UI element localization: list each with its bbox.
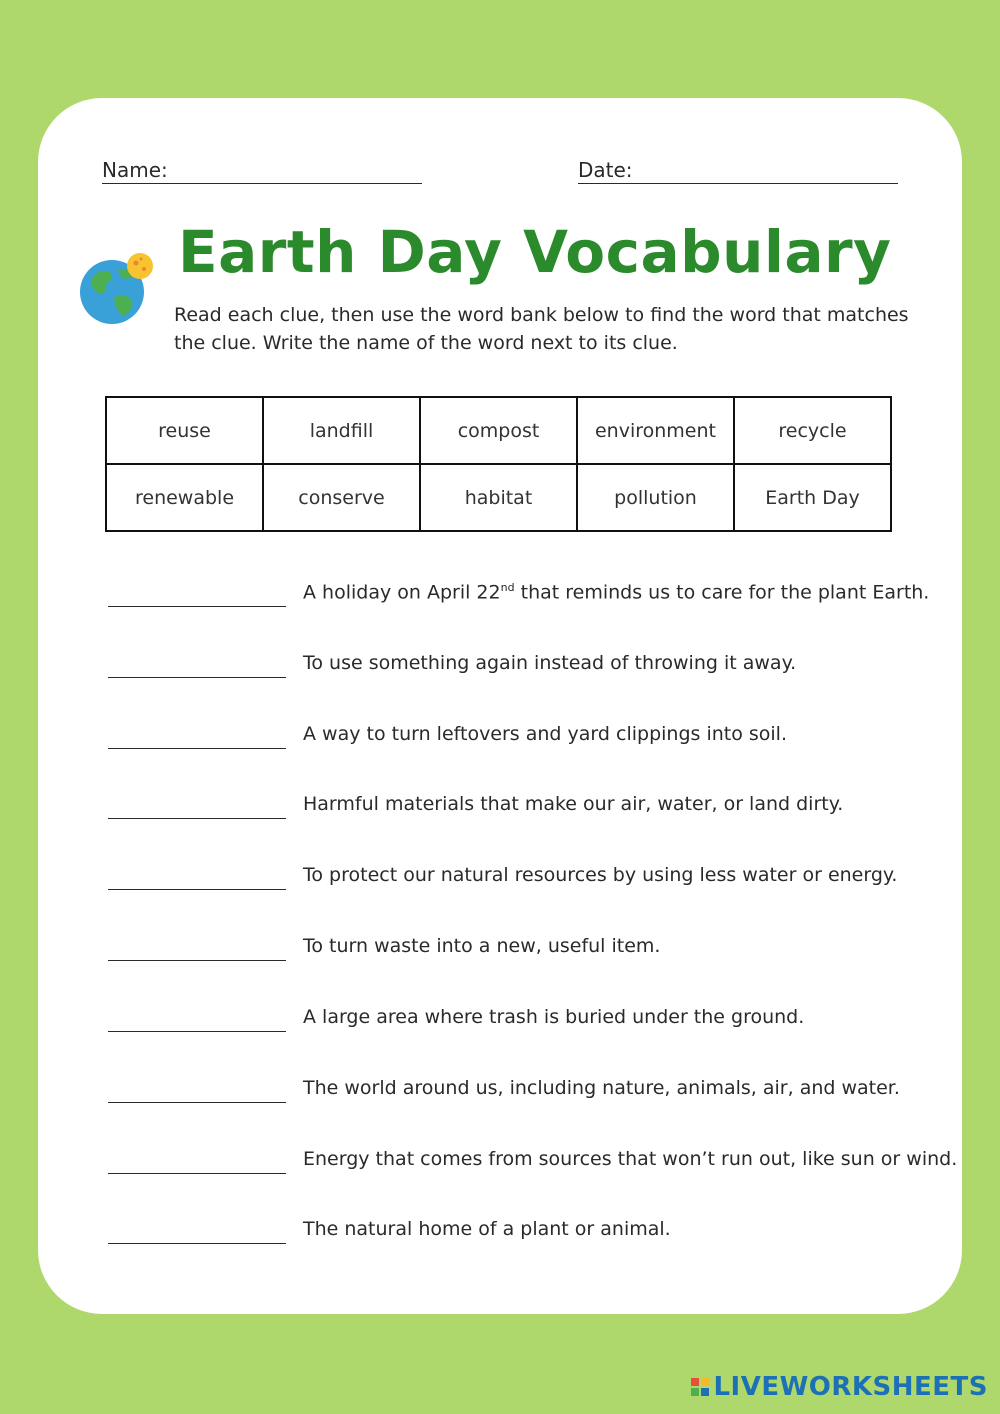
answer-blank[interactable] bbox=[108, 1243, 286, 1244]
liveworksheets-logo-icon bbox=[691, 1378, 709, 1396]
clue-text: A holiday on April 22nd that reminds us to care for the plant Earth. bbox=[303, 581, 930, 604]
word-bank-cell: habitat bbox=[420, 464, 577, 531]
word-bank bbox=[105, 396, 892, 532]
word-bank-row bbox=[106, 397, 891, 464]
clue-text: Harmful materials that make our air, water, or land dirty. bbox=[303, 793, 844, 815]
answer-blank[interactable] bbox=[108, 677, 286, 678]
clue-text: To use something again instead of throwing it away. bbox=[303, 652, 797, 674]
clue-row-4 bbox=[108, 785, 968, 825]
name-field[interactable] bbox=[102, 158, 422, 182]
clue-text: To turn waste into a new, useful item. bbox=[303, 935, 661, 957]
clue-row-7 bbox=[108, 998, 968, 1038]
answer-blank[interactable] bbox=[108, 606, 286, 607]
answer-blank[interactable] bbox=[108, 748, 286, 749]
earth-icon bbox=[78, 248, 158, 328]
watermark-text: LIVEWORKSHEETS bbox=[713, 1372, 988, 1402]
word-bank-cell: reuse bbox=[106, 397, 263, 464]
instructions: Read each clue, then use the word bank below to find the word that matches the clue. Write the name of the word next to its clue. bbox=[174, 304, 909, 354]
answer-blank[interactable] bbox=[108, 889, 286, 890]
word-bank-cell: Earth Day bbox=[734, 464, 891, 531]
clue-text: A large area where trash is buried under the ground. bbox=[303, 1006, 805, 1028]
date-line bbox=[578, 183, 898, 184]
clue-row-9 bbox=[108, 1140, 968, 1180]
answer-blank[interactable] bbox=[108, 1173, 286, 1174]
liveworksheets-watermark[interactable] bbox=[691, 1372, 988, 1402]
clue-text: Energy that comes from sources that won’t run out, like sun or wind. bbox=[303, 1148, 958, 1170]
clue-row-1 bbox=[108, 573, 968, 613]
clue-text: The world around us, including nature, animals, air, and water. bbox=[303, 1077, 900, 1099]
answer-blank[interactable] bbox=[108, 818, 286, 819]
answer-blank[interactable] bbox=[108, 1102, 286, 1103]
clue-row-3 bbox=[108, 715, 968, 755]
word-bank-row bbox=[106, 464, 891, 531]
clue-row-6 bbox=[108, 927, 968, 967]
clue-row-2 bbox=[108, 644, 968, 684]
clue-text: To protect our natural resources by using less water or energy. bbox=[303, 864, 898, 886]
name-line bbox=[102, 183, 422, 184]
clue-row-8 bbox=[108, 1069, 968, 1109]
word-bank-cell: conserve bbox=[263, 464, 420, 531]
answer-blank[interactable] bbox=[108, 960, 286, 961]
page-title: Earth Day Vocabulary bbox=[178, 218, 892, 286]
name-label: Name: bbox=[102, 158, 168, 182]
word-bank-cell: landfill bbox=[263, 397, 420, 464]
answer-blank[interactable] bbox=[108, 1031, 286, 1032]
date-field[interactable] bbox=[578, 158, 898, 182]
date-label: Date: bbox=[578, 158, 633, 182]
word-bank-cell: recycle bbox=[734, 397, 891, 464]
clue-text: The natural home of a plant or animal. bbox=[303, 1218, 671, 1240]
clue-row-10 bbox=[108, 1210, 968, 1250]
word-bank-cell: compost bbox=[420, 397, 577, 464]
word-bank-cell: environment bbox=[577, 397, 734, 464]
clue-text: A way to turn leftovers and yard clippings into soil. bbox=[303, 723, 787, 745]
clue-row-5 bbox=[108, 856, 968, 896]
word-bank-cell: renewable bbox=[106, 464, 263, 531]
word-bank-cell: pollution bbox=[577, 464, 734, 531]
